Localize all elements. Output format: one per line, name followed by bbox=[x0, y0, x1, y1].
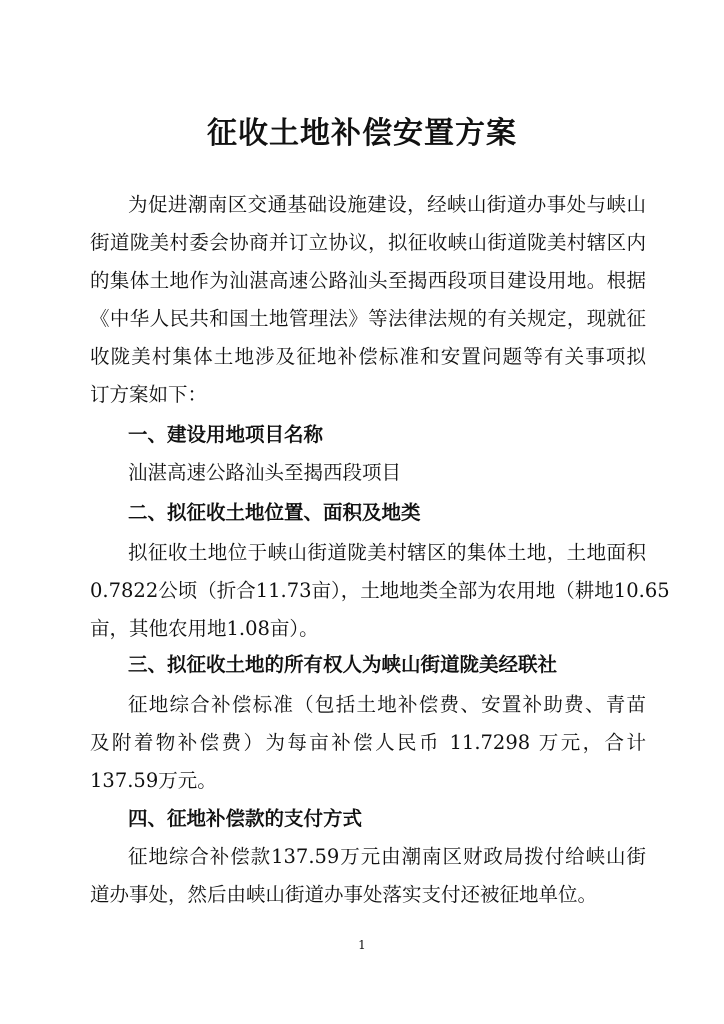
section4-heading: 四、征地补偿款的支付方式 bbox=[128, 807, 363, 830]
para1-line-5: 收陇美村集体土地涉及征地补偿标准和安置问题等有关事项拟 bbox=[90, 345, 646, 368]
section2-line-1: 拟征收土地位于峡山街道陇美村辖区的集体土地，土地面积 bbox=[128, 541, 646, 564]
document-title: 征收土地补偿安置方案 bbox=[207, 116, 517, 151]
page-number: 1 bbox=[358, 938, 366, 952]
para1-line-1: 为促进潮南区交通基础设施建设，经峡山街道办事处与峡山 bbox=[128, 193, 646, 216]
section2-line-3: 亩，其他农用地1.08亩）。 bbox=[90, 617, 319, 640]
section4-line-1: 征地综合补偿款137.59万元由潮南区财政局拨付给峡山街 bbox=[128, 845, 646, 868]
para1-line-3: 的集体土地作为汕湛高速公路汕头至揭西段项目建设用地。根据 bbox=[90, 269, 646, 292]
section2-line-2: 0.7822公顷（折合11.73亩），土地地类全部为农用地（耕地10.65 bbox=[90, 579, 670, 602]
para1-line-4: 《中华人民共和国土地管理法》等法律法规的有关规定，现就征 bbox=[90, 307, 646, 330]
section3-heading: 三、拟征收土地的所有权人为峡山街道陇美经联社 bbox=[128, 653, 558, 676]
section3-line-2: 及附着物补偿费）为每亩补偿人民币 11.7298 万元，合计 bbox=[90, 731, 646, 754]
section4-line-2: 道办事处，然后由峡山街道办事处落实支付还被征地单位。 bbox=[90, 883, 598, 906]
section3-line-1: 征地综合补偿标准（包括土地补偿费、安置补助费、青苗 bbox=[128, 693, 646, 716]
para1-line-6: 订方案如下： bbox=[90, 383, 208, 406]
section1-heading: 一、建设用地项目名称 bbox=[128, 423, 324, 446]
section1-line-1: 汕湛高速公路汕头至揭西段项目 bbox=[128, 461, 402, 484]
section3-line-3: 137.59万元。 bbox=[90, 769, 217, 792]
para1-line-2: 街道陇美村委会协商并订立协议，拟征收峡山街道陇美村辖区内 bbox=[90, 231, 646, 254]
section2-heading: 二、拟征收土地位置、面积及地类 bbox=[128, 501, 421, 524]
